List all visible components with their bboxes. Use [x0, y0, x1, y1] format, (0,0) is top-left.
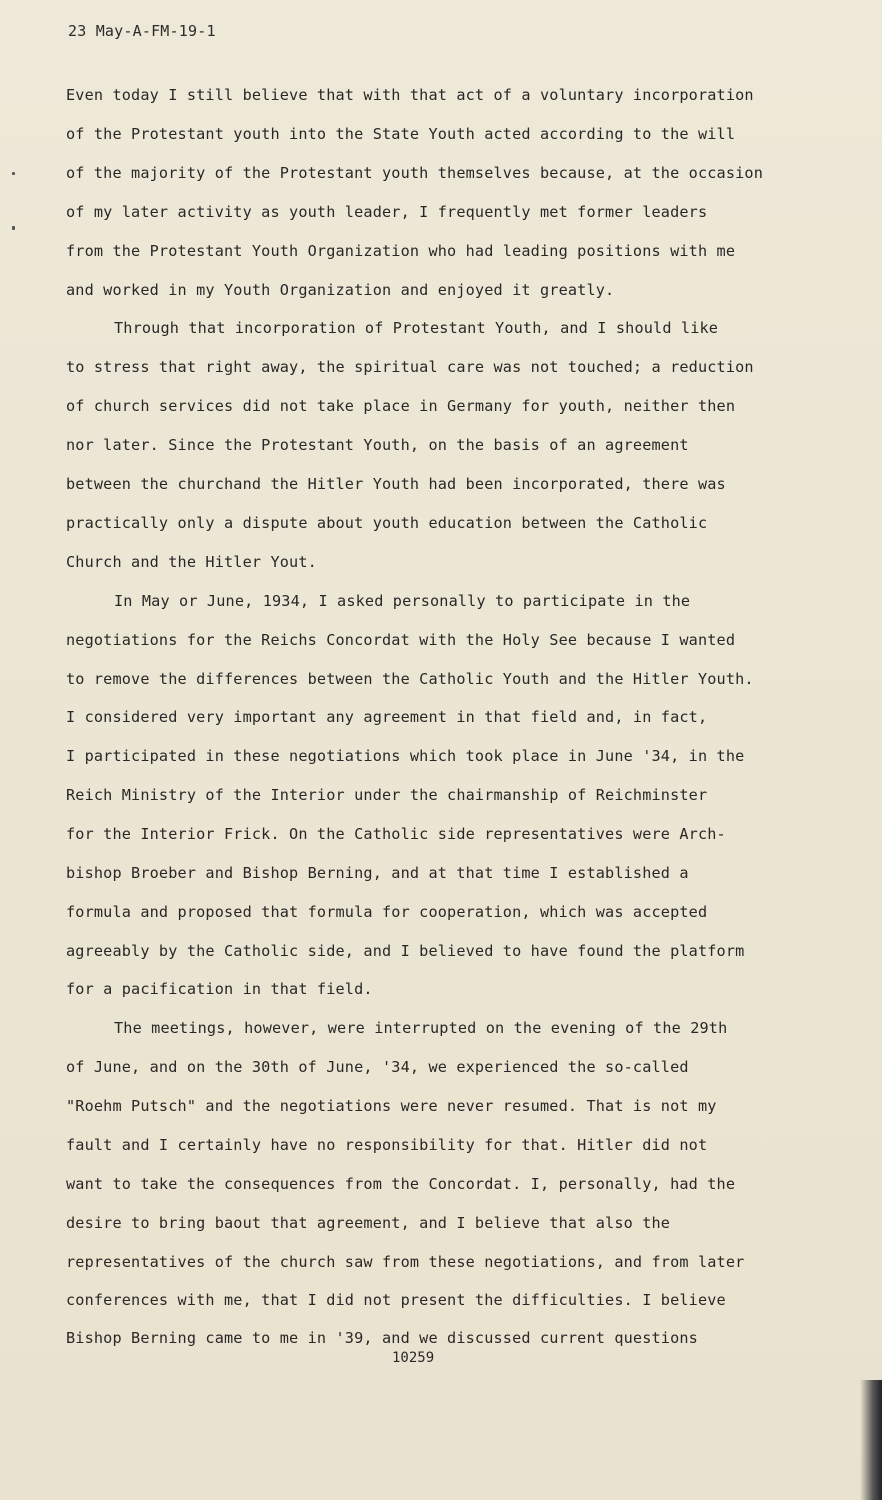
text-line: of the majority of the Protestant youth themselves because, at the occasion — [66, 164, 764, 182]
text-line: conferences with me, that I did not present the difficulties. I believe — [66, 1291, 726, 1309]
text-line: agreeably by the Catholic side, and I believed to have found the platform — [66, 942, 745, 960]
text-line: In May or June, 1934, I asked personally to participate in the — [114, 592, 691, 610]
text-line: of my later activity as youth leader, I frequently met former leaders — [66, 203, 708, 221]
text-line: I considered very important any agreement in that field and, in fact, — [66, 708, 708, 726]
text-line: Even today I still believe that with that act of a voluntary incorporation — [66, 86, 754, 104]
text-line: representatives of the church saw from these negotiations, and from later — [66, 1253, 745, 1271]
paper-speck — [12, 172, 15, 175]
text-line: fault and I certainly have no responsibility for that. Hitler did not — [66, 1136, 708, 1154]
text-line: Bishop Berning came to me in '39, and we discussed current questions — [66, 1329, 698, 1347]
text-line: I participated in these negotiations which took place in June '34, in the — [66, 747, 745, 765]
paper-speck — [12, 226, 15, 230]
text-line: desire to bring baout that agreement, and I believe that also the — [66, 1214, 671, 1232]
text-line: and worked in my Youth Organization and enjoyed it greatly. — [66, 281, 615, 299]
text-line: "Roehm Putsch" and the negotiations were never resumed. That is not my — [66, 1097, 717, 1115]
text-line: to stress that right away, the spiritual care was not touched; a reduction — [66, 358, 754, 376]
text-line: of the Protestant youth into the State Youth acted according to the will — [66, 125, 736, 143]
text-line: between the churchand the Hitler Youth had been incorporated, there was — [66, 475, 726, 493]
text-line: of church services did not take place in Germany for youth, neither then — [66, 397, 736, 415]
page-number: 10259 — [392, 1350, 435, 1366]
text-line: for the Interior Frick. On the Catholic side representatives were Arch- — [66, 825, 726, 843]
text-line: Through that incorporation of Protestant Youth, and I should like — [114, 319, 719, 337]
text-line: nor later. Since the Protestant Youth, on the basis of an agreement — [66, 436, 689, 454]
document-header: 23 May-A-FM-19-1 — [68, 22, 216, 40]
text-line: practically only a dispute about youth education between the Catholic — [66, 514, 708, 532]
text-line: want to take the consequences from the Concordat. I, personally, had the — [66, 1175, 736, 1193]
text-line: bishop Broeber and Bishop Berning, and at that time I established a — [66, 864, 689, 882]
text-line: negotiations for the Reichs Concordat with the Holy See because I wanted — [66, 631, 736, 649]
text-line: from the Protestant Youth Organization who had leading positions with me — [66, 242, 736, 260]
text-line: Reich Ministry of the Interior under the chairmanship of Reichminster — [66, 786, 708, 804]
page-corner-shadow — [860, 1380, 882, 1500]
text-line: of June, and on the 30th of June, '34, we experienced the so-called — [66, 1058, 689, 1076]
text-line: Church and the Hitler Yout. — [66, 553, 317, 571]
text-line: formula and proposed that formula for cooperation, which was accepted — [66, 903, 708, 921]
text-line: for a pacification in that field. — [66, 980, 373, 998]
text-line: The meetings, however, were interrupted on the evening of the 29th — [114, 1019, 728, 1037]
text-line: to remove the differences between the Catholic Youth and the Hitler Youth. — [66, 670, 754, 688]
